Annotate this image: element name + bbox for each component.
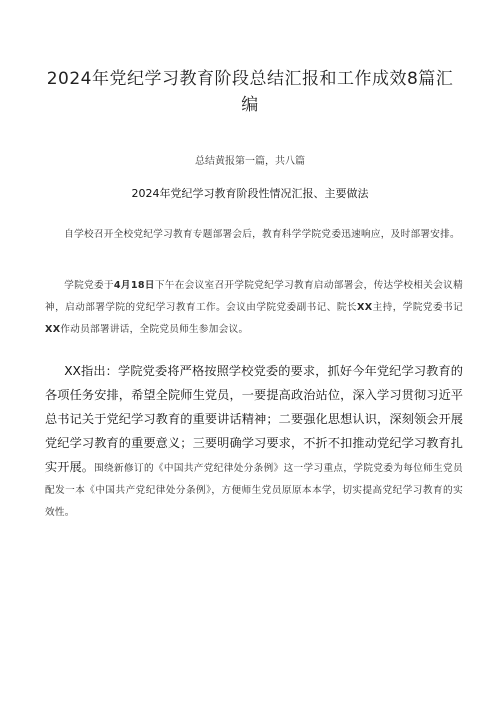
paragraph-3-main: XX指出：学院党委将严格按照学校党委的要求，抓好今年党纪学习教育的各项任务安排，希望全院师生党员，一要提高政治站位，深入学习贯彻习近平总书记关于党纪学习教育的重要讲话精神；二要强化思想认识，深刻领会开展党纪学习教育的重要意义；三要明确学习要求，不折不扣推动党纪学习教育扎实开展。 [45, 363, 463, 474]
paragraph-2-part1: 学院党委于 [64, 279, 114, 291]
meeting-date: 4月18日 [113, 279, 155, 291]
paragraph-3 [45, 360, 463, 524]
document-title: 2024年党纪学习教育阶段总结汇报和工作成效8篇汇编 [46, 69, 454, 115]
paragraph-2 [45, 275, 463, 341]
secretary-name: XX [45, 323, 61, 335]
paragraph-1: 自学校召开全校党纪学习教育专题部署会后，教育科学学院党委迅速响应，及时部署安排。 [64, 228, 460, 240]
paragraph-3-tail: 围绕新修订的《中国共产党纪律处分条例》这一学习重点，学院党委为每位师生党员配发一本《中国共产党纪律处分条例》，方便师生党员原原本本学，切实提高党纪学习教育的实效性。 [45, 462, 464, 518]
dean-name: XX [357, 301, 373, 313]
section-heading: 2024年党纪学习教育阶段性情况汇报、主要做法 [131, 187, 369, 200]
paragraph-2-part2: 下午在会议室召开学院党纪学习教育启动部署会，传达学校相关会议精神，启动部署学院的党纪学习教育工作。会议由学院党委副书记、院长 [45, 279, 463, 313]
paragraph-2-part4: 作动员部署讲话，全院党员师生参加会议。 [60, 323, 249, 335]
paragraph-2-part3: 主持，学院党委书记 [372, 301, 463, 313]
document-subtitle: 总结黄报第一篇，共八篇 [195, 156, 305, 167]
